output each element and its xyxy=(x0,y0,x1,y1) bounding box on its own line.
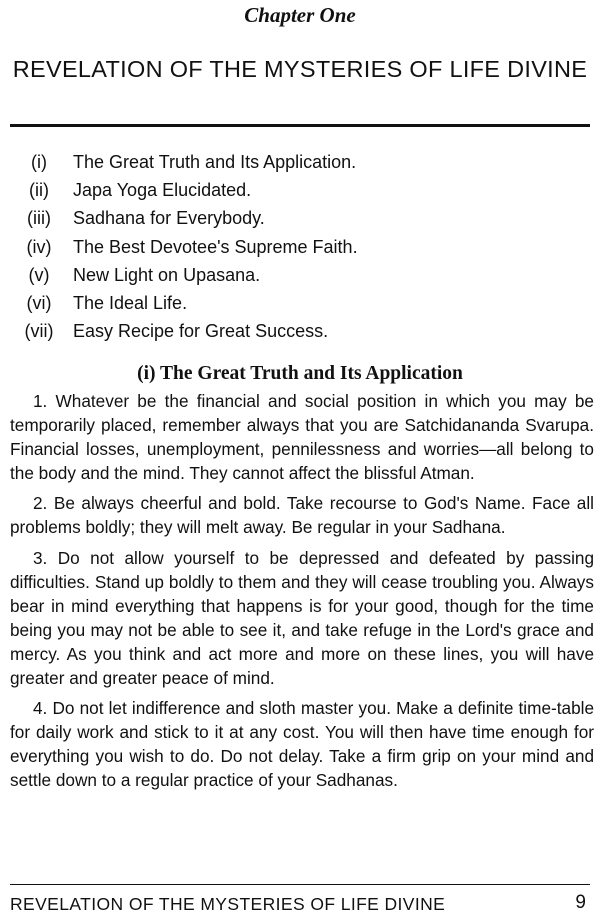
toc-item-number: (i) xyxy=(31,152,47,172)
toc-item-text: The Ideal Life. xyxy=(73,292,188,313)
footer-running-title: REVELATION OF THE MYSTERIES OF LIFE DIVINE xyxy=(10,894,446,914)
toc-item-text: Japa Yoga Elucidated. xyxy=(73,180,252,201)
toc-item-number: (vi) xyxy=(26,292,52,313)
toc-item xyxy=(0,261,600,289)
chapter-label: Chapter One xyxy=(244,3,356,27)
toc-item xyxy=(0,233,600,261)
body-paragraph: 3. Do not allow yourself to be depressed and defeated by passing difficulties. Stand up boldly to them and they will cease troubling you. Always bear in mind everything that happens is for your good, though for the time being you may not be able to see it, and take refuge in the Lord's grace and mercy. As you think and act more and more on these lines, you will have greater and greater peace of mind. xyxy=(10,547,594,689)
table-of-contents xyxy=(0,148,600,345)
toc-item-text: Easy Recipe for Great Success. xyxy=(73,321,329,342)
body-paragraph: 2. Be always cheerful and bold. Take recourse to God's Name. Face all problems boldly; they will melt away. Be regular in your Sadhana. xyxy=(10,493,594,538)
toc-item-text: Sadhana for Everybody. xyxy=(73,208,265,229)
toc-item-text: The Great Truth and Its Application. xyxy=(73,152,357,172)
body-text xyxy=(10,389,594,799)
toc-item xyxy=(0,148,600,176)
toc-item xyxy=(0,176,600,204)
toc-item xyxy=(0,204,600,232)
toc-item-text: New Light on Upasana. xyxy=(73,264,261,285)
toc-item-number: (iii) xyxy=(27,208,51,229)
toc-item-number: (vii) xyxy=(24,321,54,342)
footer-rule xyxy=(10,884,590,885)
toc-item-number: (iv) xyxy=(26,236,52,257)
body-paragraph: 1. Whatever be the financial and social position in which you may be temporarily placed, remember always that you are Satchidananda Svarupa. Financial losses, unemployment, pennilessness and worries—all belong to the body and the mind. They cannot affect the blissful Atman. xyxy=(10,391,594,484)
toc-item-number: (v) xyxy=(28,264,50,285)
toc-item-number: (ii) xyxy=(29,180,49,201)
chapter-title: REVELATION OF THE MYSTERIES OF LIFE DIVINE xyxy=(12,56,588,82)
toc-item xyxy=(0,317,600,345)
toc-item xyxy=(0,289,600,317)
title-rule xyxy=(10,124,590,127)
toc-item-text: The Best Devotee's Supreme Faith. xyxy=(73,236,358,257)
page-number: 9 xyxy=(575,892,586,913)
section-heading: (i) The Great Truth and Its Application xyxy=(137,363,463,384)
body-paragraph: 4. Do not let indifference and sloth master you. Make a definite time-table for daily work and stick to it at any cost. You will then have time enough for everything you wish to do. Do not delay. Take a firm grip on your mind and settle down to a regular practice of your Sadhanas. xyxy=(10,698,594,791)
